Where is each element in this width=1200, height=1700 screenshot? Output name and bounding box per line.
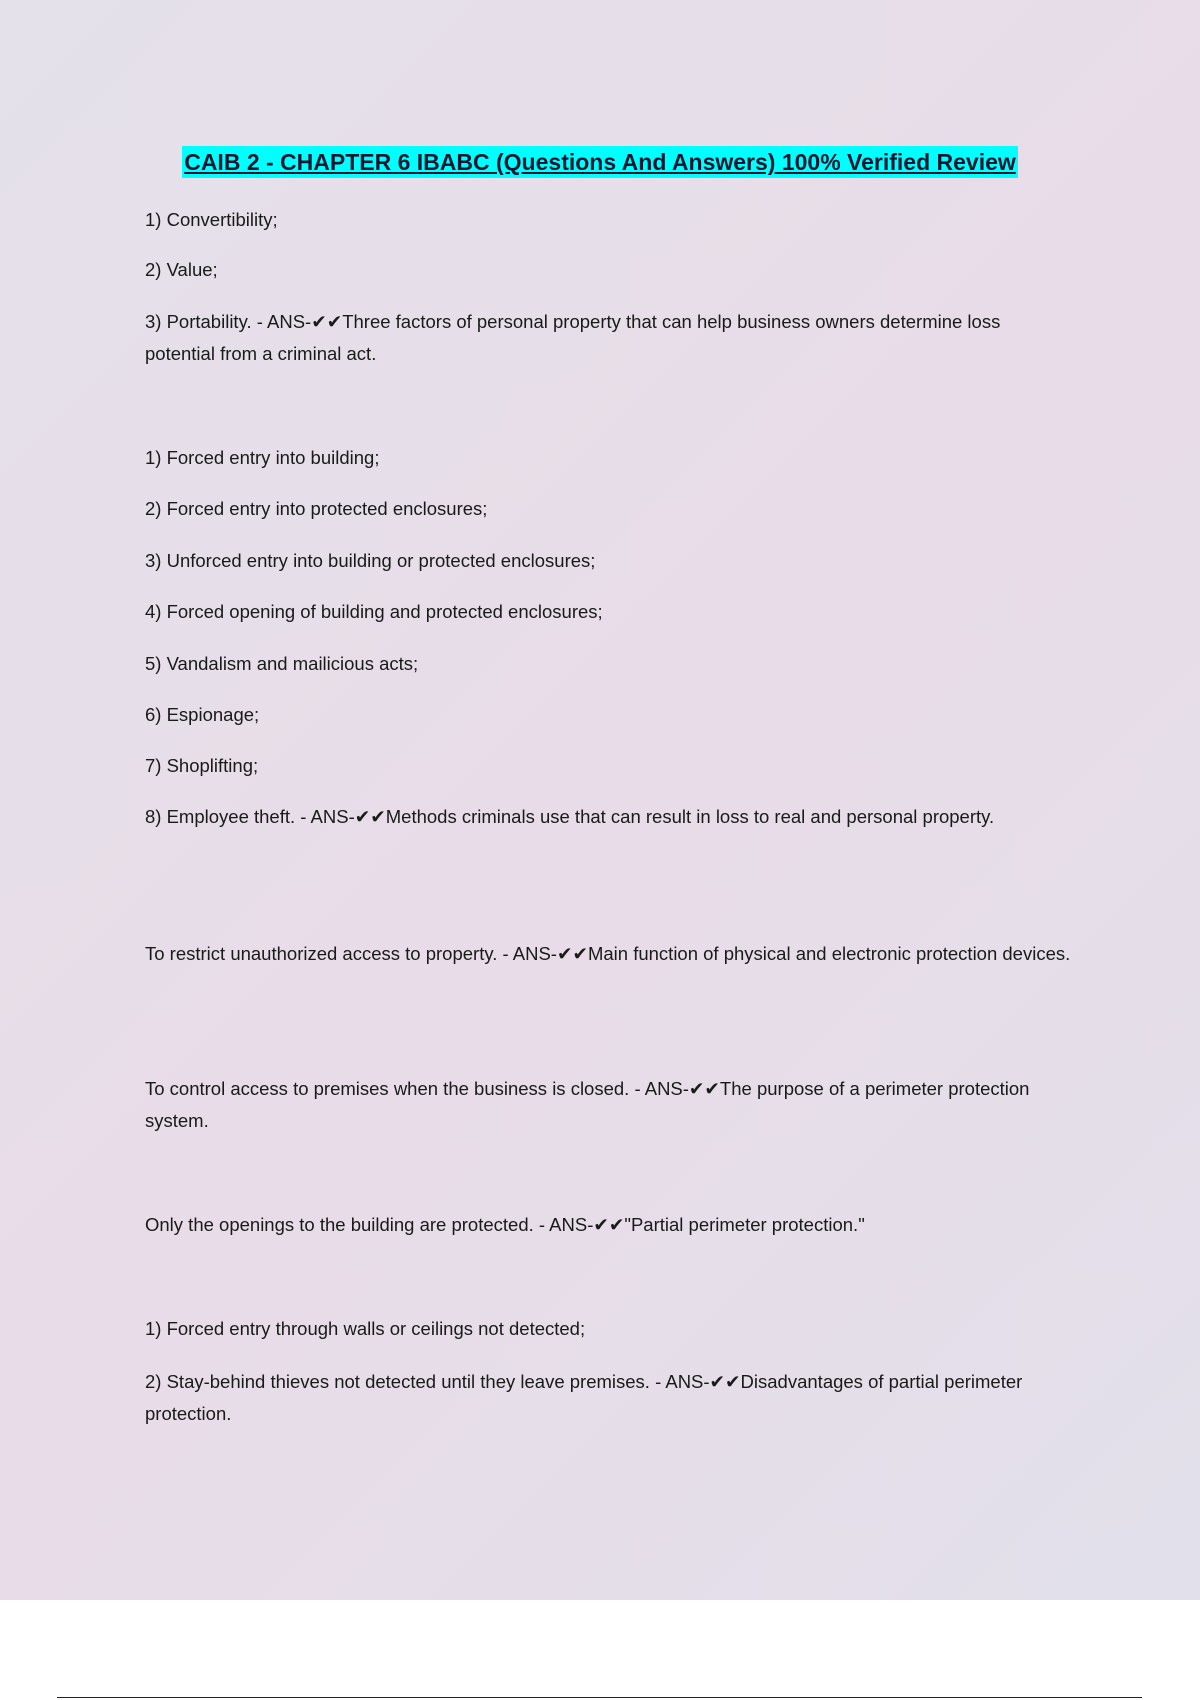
qa-entry: To control access to premises when the business is closed. - ANS-✔✔The purpose of a perimeter protection system.	[145, 1078, 1030, 1131]
qa-entry: 8) Employee theft. - ANS-✔✔Methods criminals use that can result in loss to real and personal property.	[145, 806, 995, 827]
footer-divider	[57, 1697, 1142, 1698]
answer-line: 6) Espionage;	[145, 704, 260, 725]
qa-entry: Only the openings to the building are protected. - ANS-✔✔"Partial perimeter protection."	[145, 1214, 865, 1235]
document-title: CAIB 2 - CHAPTER 6 IBABC (Questions And Answers) 100% Verified Review	[182, 146, 1018, 178]
title-container	[0, 146, 1200, 178]
answer-line: 2) Forced entry into protected enclosures;	[145, 498, 488, 519]
answer-line: 7) Shoplifting;	[145, 755, 259, 776]
qa-entry: 2) Stay-behind thieves not detected until they leave premises. - ANS-✔✔Disadvantages of partial perimeter protection.	[145, 1371, 1023, 1424]
answer-line: 2) Value;	[145, 259, 218, 280]
answer-line: 4) Forced opening of building and protected enclosures;	[145, 601, 603, 622]
answer-line: 1) Forced entry into building;	[145, 447, 380, 468]
answer-line: 1) Forced entry through walls or ceilings not detected;	[145, 1318, 586, 1339]
answer-line: 3) Unforced entry into building or protected enclosures;	[145, 550, 596, 571]
qa-entry: 3) Portability. - ANS-✔✔Three factors of personal property that can help business owners determine loss potential from a criminal act.	[145, 311, 1001, 364]
answer-line: 5) Vandalism and mailicious acts;	[145, 653, 419, 674]
qa-entry: To restrict unauthorized access to property. - ANS-✔✔Main function of physical and electronic protection devices.	[145, 943, 1071, 964]
answer-line: 1) Convertibility;	[145, 209, 278, 230]
